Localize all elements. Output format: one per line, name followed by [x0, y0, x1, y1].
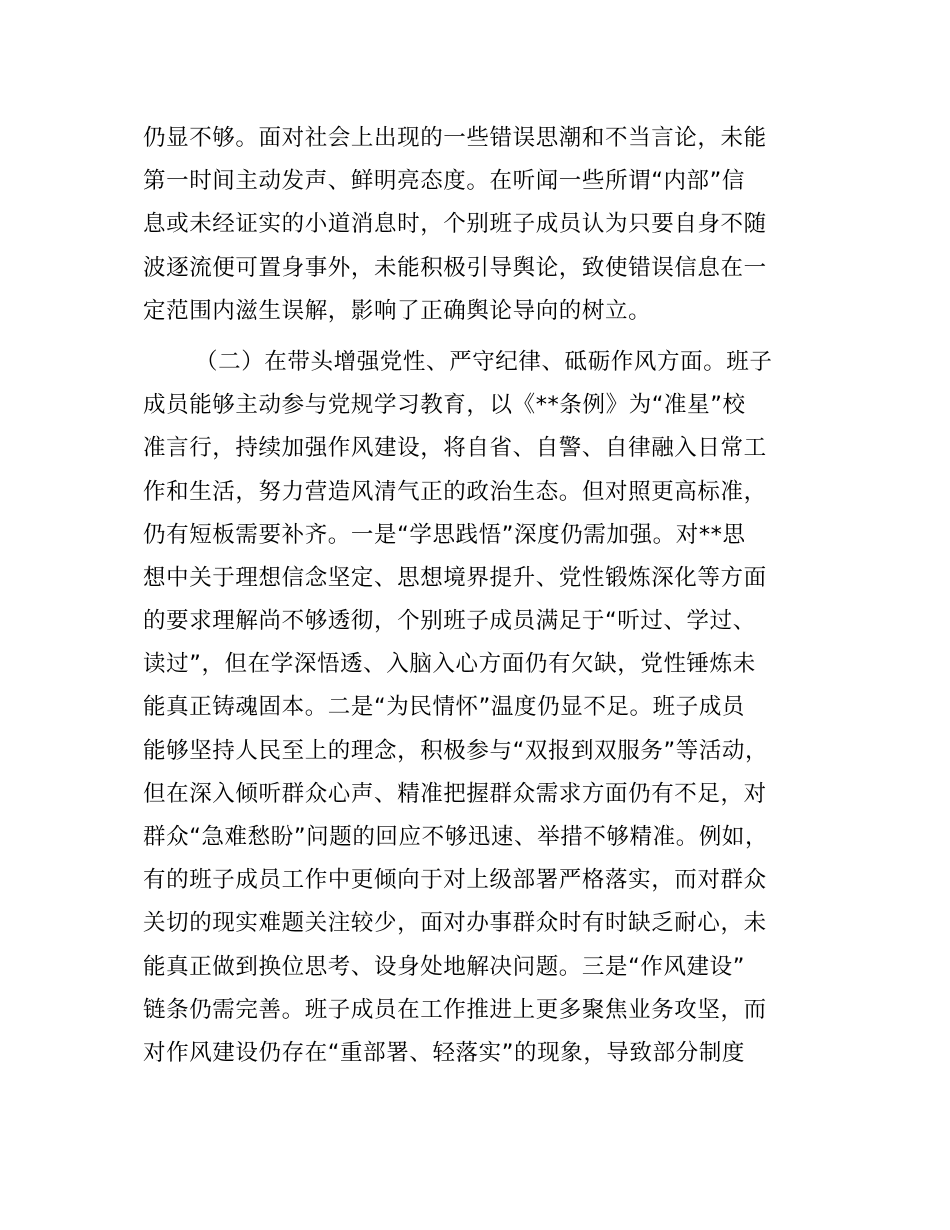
text-line: 定范围内滋生误解，影响了正确舆论导向的树立。 — [143, 297, 652, 324]
text-line: 链条仍需完善。班子成员在工作推进上更多聚焦业务攻坚，而 — [143, 996, 767, 1023]
text-line: 息或未经证实的小道消息时，个别班子成员认为只要自身不随 — [143, 211, 767, 238]
text-line: 但在深入倾听群众心声、精准把握群众需求方面仍有不足，对 — [143, 780, 767, 807]
text-line: 能真正铸魂固本。二是“为民情怀”温度仍显不足。班子成员 — [143, 694, 746, 721]
text-line: 作和生活，努力营造风清气正的政治生态。但对照更高标准， — [143, 478, 767, 505]
text-line: 群众“急难愁盼”问题的回应不够迅速、举措不够精准。例如， — [143, 824, 769, 850]
text-line: 读过”，但在学深悟透、入脑入心方面仍有欠缺，党性锤炼未 — [143, 651, 756, 678]
paragraph-1 — [143, 117, 843, 333]
text-line: 准言行，持续加强作风建设，将自省、自警、自律融入日常工 — [143, 435, 767, 462]
paragraph-gap — [143, 333, 843, 341]
text-line: 对作风建设仍存在“重部署、轻落实”的现象，导致部分制度 — [143, 1039, 746, 1066]
text-line: 仍显不够。面对社会上出现的一些错误思潮和不当言论，未能 — [143, 125, 767, 151]
document-body — [143, 117, 843, 1075]
text-line: 能真正做到换位思考、设身处地解决问题。三是“作风建设” — [143, 953, 746, 980]
text-line: 仍有短板需要补齐。一是“学思践悟”深度仍需加强。对**思 — [143, 521, 746, 548]
text-line: 能够坚持人民至上的理念，积极参与“双报到双服务”等活动， — [143, 737, 769, 764]
text-line: 想中关于理想信念坚定、思想境界提升、党性锻炼深化等方面 — [143, 564, 767, 591]
paragraph-2 — [143, 341, 843, 1075]
text-line: 有的班子成员工作中更倾向于对上级部署严格落实，而对群众 — [143, 867, 767, 894]
text-line: 成员能够主动参与党规学习教育，以《**条例》为“准星”校 — [143, 392, 746, 419]
text-line: 关切的现实难题关注较少，面对办事群众时有时缺乏耐心，未 — [143, 910, 767, 937]
text-line: 第一时间主动发声、鲜明亮态度。在听闻一些所谓“内部”信 — [143, 168, 746, 195]
text-line: 波逐流便可置身事外，未能积极引导舆论，致使错误信息在一 — [143, 254, 767, 281]
text-line-first: （二）在带头增强党性、严守纪律、砥砺作风方面。班子 — [195, 348, 773, 375]
text-line: 的要求理解尚不够透彻，个别班子成员满足于“听过、学过、 — [143, 608, 756, 635]
